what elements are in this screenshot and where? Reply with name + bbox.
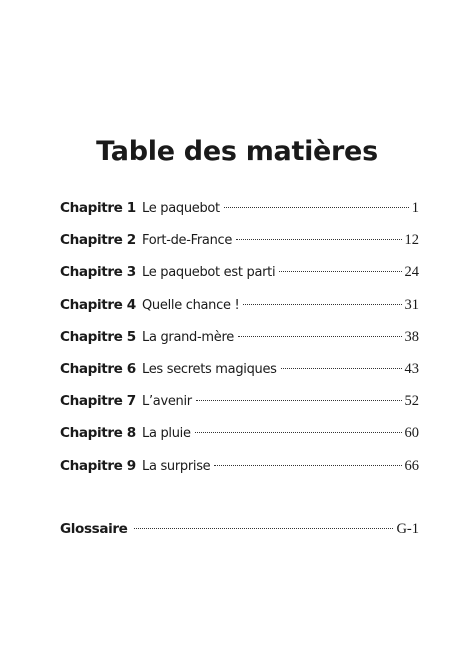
table-of-contents bbox=[60, 200, 419, 490]
toc-entry-chapter-4 bbox=[60, 297, 419, 329]
page-title: Table des matières bbox=[96, 136, 378, 167]
dot-leader bbox=[134, 528, 394, 529]
toc-entry-chapter-3 bbox=[60, 264, 419, 296]
page-number: 1 bbox=[411, 200, 419, 216]
toc-entry-chapter-5 bbox=[60, 329, 419, 361]
chapter-label: Chapitre 1 bbox=[60, 200, 136, 216]
chapter-label: Chapitre 6 bbox=[60, 360, 136, 377]
toc-entry-chapter-2 bbox=[60, 232, 419, 264]
chapter-title: La surprise bbox=[142, 458, 211, 474]
chapter-title: Le paquebot bbox=[142, 201, 220, 216]
page-number: 43 bbox=[404, 360, 419, 377]
chapter-title: Quelle chance ! bbox=[142, 297, 240, 313]
chapter-label: Chapitre 2 bbox=[60, 232, 136, 249]
page-number: 52 bbox=[404, 393, 419, 410]
page-number: 24 bbox=[404, 264, 419, 281]
toc-entry-chapter-8 bbox=[60, 425, 419, 457]
dot-leader bbox=[236, 239, 401, 240]
dot-leader bbox=[238, 336, 402, 337]
page-number: 31 bbox=[404, 296, 419, 313]
chapter-title: Fort-de-France bbox=[142, 233, 233, 249]
glossary-label: Glossaire bbox=[60, 521, 128, 537]
toc-entry-chapter-6 bbox=[60, 361, 419, 393]
chapter-title: La grand-mère bbox=[142, 329, 234, 345]
dot-leader bbox=[281, 368, 402, 369]
dot-leader bbox=[195, 432, 402, 433]
chapter-label: Chapitre 7 bbox=[60, 393, 136, 410]
toc-entry-chapter-9 bbox=[60, 458, 419, 490]
page-number: 60 bbox=[404, 425, 419, 442]
toc-entry-chapter-1 bbox=[60, 200, 419, 232]
chapter-label: Chapitre 4 bbox=[60, 296, 136, 313]
chapter-title: Le paquebot est parti bbox=[142, 265, 276, 281]
dot-leader bbox=[224, 207, 409, 208]
chapter-title: L’avenir bbox=[142, 394, 192, 410]
chapter-label: Chapitre 9 bbox=[60, 457, 136, 474]
chapter-label: Chapitre 5 bbox=[60, 328, 136, 345]
chapter-label: Chapitre 8 bbox=[60, 425, 136, 442]
page-number: 12 bbox=[404, 232, 419, 249]
toc-entry-glossary bbox=[60, 521, 419, 553]
toc-entry-chapter-7 bbox=[60, 393, 419, 425]
page-number: 66 bbox=[404, 457, 419, 474]
page-number: G-1 bbox=[396, 521, 419, 537]
dot-leader bbox=[196, 400, 402, 401]
dot-leader bbox=[279, 271, 401, 272]
glossary-row bbox=[60, 521, 419, 553]
chapter-title: La pluie bbox=[142, 426, 191, 442]
page-number: 38 bbox=[404, 328, 419, 345]
chapter-label: Chapitre 3 bbox=[60, 264, 136, 281]
dot-leader bbox=[243, 304, 401, 305]
chapter-title: Les secrets magiques bbox=[142, 361, 277, 377]
dot-leader bbox=[214, 465, 401, 466]
